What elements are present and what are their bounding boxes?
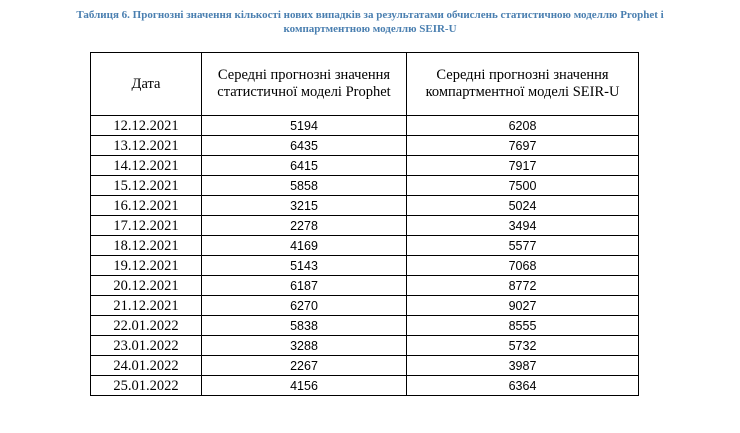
cell-seir-value: 7500 — [407, 176, 639, 196]
cell-seir-value: 3494 — [407, 216, 639, 236]
caption-line-2: компартментною моделлю SEIR-U — [283, 23, 457, 35]
cell-prophet-value: 5194 — [202, 116, 407, 136]
cell-prophet-value: 2267 — [202, 356, 407, 376]
cell-prophet-value: 4156 — [202, 376, 407, 396]
cell-date: 25.01.2022 — [91, 376, 202, 396]
cell-date: 20.12.2021 — [91, 276, 202, 296]
cell-prophet-value: 5838 — [202, 316, 407, 336]
table-row — [91, 136, 639, 156]
table-row — [91, 196, 639, 216]
cell-date: 16.12.2021 — [91, 196, 202, 216]
table-row — [91, 276, 639, 296]
table-row — [91, 236, 639, 256]
table-row — [91, 316, 639, 336]
cell-prophet-value: 6435 — [202, 136, 407, 156]
cell-prophet-value: 6270 — [202, 296, 407, 316]
cell-date: 23.01.2022 — [91, 336, 202, 356]
table-row — [91, 256, 639, 276]
cell-date: 22.01.2022 — [91, 316, 202, 336]
cell-date: 21.12.2021 — [91, 296, 202, 316]
cell-seir-value: 6208 — [407, 116, 639, 136]
caption-line-1: Таблиця 6. Прогнозні значення кількості нових випадків за результатами обчислень статистичною моделлю Prophet і — [76, 9, 664, 21]
cell-date: 19.12.2021 — [91, 256, 202, 276]
cell-seir-value: 3987 — [407, 356, 639, 376]
cell-seir-value: 8772 — [407, 276, 639, 296]
cell-prophet-value: 5858 — [202, 176, 407, 196]
cell-prophet-value: 6415 — [202, 156, 407, 176]
table-row — [91, 116, 639, 136]
cell-date: 18.12.2021 — [91, 236, 202, 256]
table-row — [91, 156, 639, 176]
table-row — [91, 296, 639, 316]
cell-prophet-value: 6187 — [202, 276, 407, 296]
cell-prophet-value: 5143 — [202, 256, 407, 276]
cell-seir-value: 5024 — [407, 196, 639, 216]
header-seir: Середні прогнозні значення компартментної моделі SEIR-U — [407, 53, 639, 116]
forecast-table — [90, 52, 639, 396]
cell-prophet-value: 2278 — [202, 216, 407, 236]
cell-date: 24.01.2022 — [91, 356, 202, 376]
table-row — [91, 336, 639, 356]
cell-seir-value: 5577 — [407, 236, 639, 256]
cell-prophet-value: 3288 — [202, 336, 407, 356]
cell-date: 13.12.2021 — [91, 136, 202, 156]
cell-seir-value: 6364 — [407, 376, 639, 396]
cell-seir-value: 5732 — [407, 336, 639, 356]
table-row — [91, 356, 639, 376]
table-row — [91, 176, 639, 196]
table-row — [91, 376, 639, 396]
cell-seir-value: 7068 — [407, 256, 639, 276]
cell-prophet-value: 4169 — [202, 236, 407, 256]
cell-date: 12.12.2021 — [91, 116, 202, 136]
cell-date: 14.12.2021 — [91, 156, 202, 176]
table-caption — [0, 8, 740, 36]
cell-seir-value: 7697 — [407, 136, 639, 156]
cell-seir-value: 9027 — [407, 296, 639, 316]
header-prophet: Середні прогнозні значення статистичної моделі Prophet — [202, 53, 407, 116]
cell-date: 17.12.2021 — [91, 216, 202, 236]
cell-seir-value: 7917 — [407, 156, 639, 176]
cell-prophet-value: 3215 — [202, 196, 407, 216]
cell-date: 15.12.2021 — [91, 176, 202, 196]
cell-seir-value: 8555 — [407, 316, 639, 336]
table-body — [91, 116, 639, 396]
table-header-row — [91, 53, 639, 116]
header-date: Дата — [91, 53, 202, 116]
table-row — [91, 216, 639, 236]
